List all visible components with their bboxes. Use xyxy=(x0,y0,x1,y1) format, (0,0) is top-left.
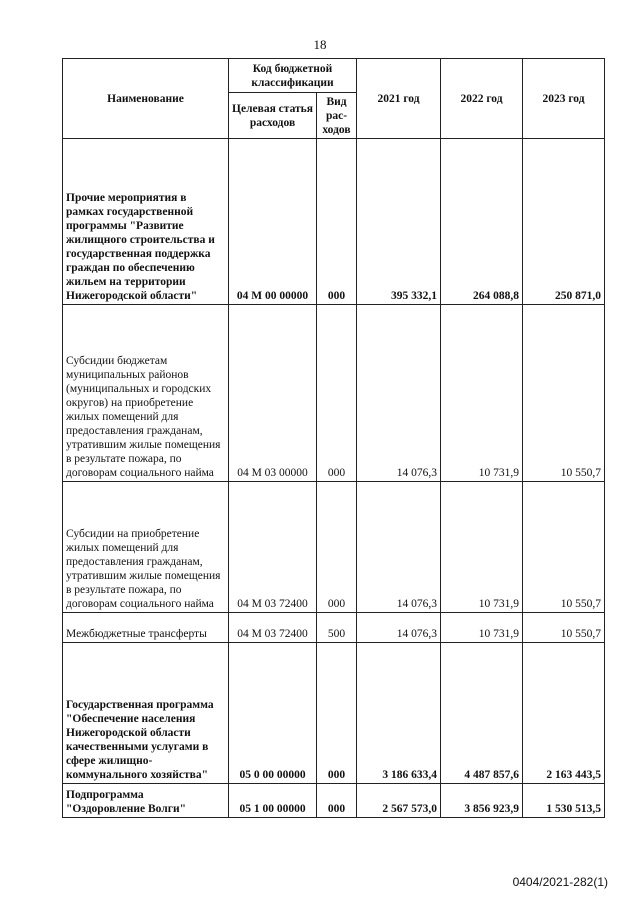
document-code: 0404/2021-282(1) xyxy=(512,875,608,889)
cell-name: Субсидии на приобретение жилых помещений для предоставления гражданам, утратившим жилые помещения в результате пожара, по договорам социального найма xyxy=(63,482,229,613)
cell-type: 000 xyxy=(317,643,357,784)
cell-name: Межбюджетные трансферты xyxy=(63,613,229,643)
table-row xyxy=(63,613,605,643)
cell-y2022: 10 731,9 xyxy=(441,482,523,613)
table-row xyxy=(63,784,605,818)
header-budget-code: Код бюджетной классификации xyxy=(229,59,357,93)
header-target-article: Целевая статья расходов xyxy=(229,93,317,139)
cell-code: 04 М 03 00000 xyxy=(229,305,317,482)
cell-y2023: 250 871,0 xyxy=(523,139,605,305)
cell-name: Подпрограмма "Оздоровление Волги" xyxy=(63,784,229,818)
cell-code: 05 1 00 00000 xyxy=(229,784,317,818)
cell-y2023: 10 550,7 xyxy=(523,613,605,643)
cell-y2021: 2 567 573,0 xyxy=(357,784,441,818)
cell-y2023: 10 550,7 xyxy=(523,482,605,613)
cell-y2021: 3 186 633,4 xyxy=(357,643,441,784)
cell-code: 04 М 03 72400 xyxy=(229,482,317,613)
cell-code: 04 М 03 72400 xyxy=(229,613,317,643)
table-row xyxy=(63,482,605,613)
cell-y2022: 3 856 923,9 xyxy=(441,784,523,818)
header-2023: 2023 год xyxy=(523,59,605,139)
cell-name: Прочие мероприятия в рамках государственной программы "Развитие жилищного строительства и государственная поддержка граждан по обеспечению жильем на территории Нижегородской области" xyxy=(63,139,229,305)
cell-y2021: 14 076,3 xyxy=(357,613,441,643)
header-2022: 2022 год xyxy=(441,59,523,139)
table-row xyxy=(63,139,605,305)
cell-name: Субсидии бюджетам муниципальных районов (муниципальных и городских округов) на приобретение жилых помещений для предоставления гражданам, утратившим жилые помещения в результате пожара, по договорам социального найма xyxy=(63,305,229,482)
budget-table xyxy=(62,58,605,818)
cell-type: 000 xyxy=(317,139,357,305)
cell-code: 04 М 00 00000 xyxy=(229,139,317,305)
cell-y2022: 4 487 857,6 xyxy=(441,643,523,784)
header-name: Наименование xyxy=(63,59,229,139)
cell-type: 000 xyxy=(317,482,357,613)
cell-y2023: 10 550,7 xyxy=(523,305,605,482)
cell-y2021: 14 076,3 xyxy=(357,305,441,482)
header-2021: 2021 год xyxy=(357,59,441,139)
page-number: 18 xyxy=(313,37,327,52)
header-expense-type: Вид рас-ходов xyxy=(317,93,357,139)
cell-y2022: 10 731,9 xyxy=(441,305,523,482)
table-row xyxy=(63,643,605,784)
cell-type: 500 xyxy=(317,613,357,643)
cell-y2021: 395 332,1 xyxy=(357,139,441,305)
table-body xyxy=(63,139,605,818)
cell-type: 000 xyxy=(317,305,357,482)
cell-y2023: 1 530 513,5 xyxy=(523,784,605,818)
cell-y2022: 10 731,9 xyxy=(441,613,523,643)
cell-y2021: 14 076,3 xyxy=(357,482,441,613)
cell-y2023: 2 163 443,5 xyxy=(523,643,605,784)
cell-y2022: 264 088,8 xyxy=(441,139,523,305)
cell-name: Государственная программа "Обеспечение населения Нижегородской области качественными услугами в сфере жилищно-коммунального хозяйства" xyxy=(63,643,229,784)
cell-code: 05 0 00 00000 xyxy=(229,643,317,784)
cell-type: 000 xyxy=(317,784,357,818)
table-row xyxy=(63,305,605,482)
